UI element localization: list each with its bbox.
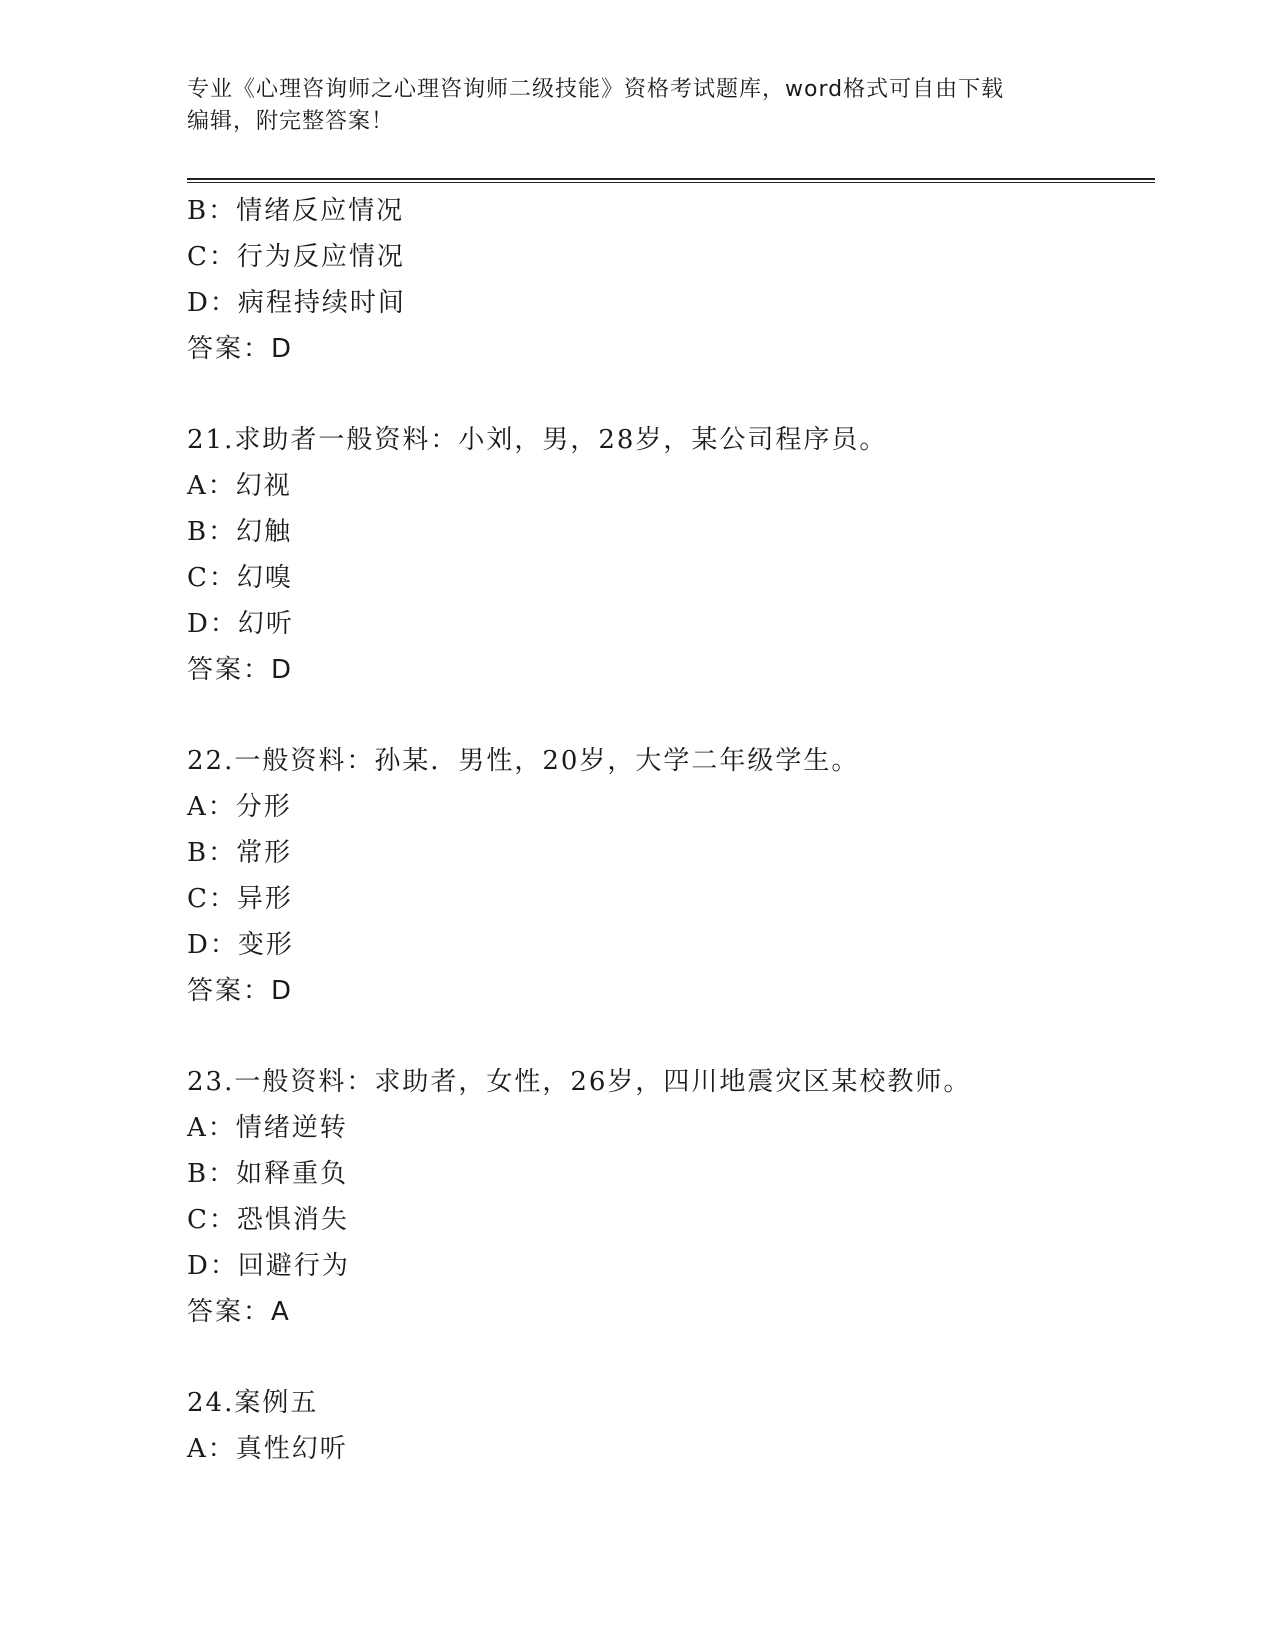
question-block <box>187 188 1155 372</box>
option-b: B：情绪反应情况 <box>187 196 405 226</box>
question-block <box>187 1059 1155 1335</box>
header-divider <box>187 178 1155 183</box>
option-d: D：病程持续时间 <box>187 288 406 318</box>
option-d: D：回避行为 <box>187 1251 350 1281</box>
option-c: C：恐惧消失 <box>187 1205 349 1235</box>
option-c: C：异形 <box>187 884 293 914</box>
option-b: B：如释重负 <box>187 1159 349 1189</box>
header-line-1: 专业《心理咨询师之心理咨询师二级技能》资格考试题库，word格式可自由下载 <box>187 77 1005 102</box>
option-b: B：常形 <box>187 838 293 868</box>
option-d: D：幻听 <box>187 609 294 639</box>
answer-line: 答案：D <box>187 334 294 364</box>
question-24-stem: 24.案例五 <box>187 1388 319 1418</box>
answer-line: 答案：D <box>187 655 294 685</box>
question-23-stem: 23.一般资料：求助者，女性，26岁，四川地震灾区某校教师。 <box>187 1067 972 1097</box>
option-c: C：幻嗅 <box>187 563 293 593</box>
question-block <box>187 417 1155 693</box>
option-a: A：真性幻听 <box>187 1434 348 1464</box>
option-c: C：行为反应情况 <box>187 242 405 272</box>
answer-line: 答案：A <box>187 1297 291 1327</box>
question-22-stem: 22.一般资料：孙某．男性，20岁，大学二年级学生。 <box>187 746 860 776</box>
answer-line: 答案：D <box>187 976 294 1006</box>
option-b: B：幻触 <box>187 517 293 547</box>
document-header <box>187 74 1087 138</box>
question-21-stem: 21.求助者一般资料：小刘，男，28岁，某公司程序员。 <box>187 425 888 455</box>
question-block <box>187 738 1155 1014</box>
question-list <box>187 188 1155 1472</box>
option-a: A：幻视 <box>187 471 292 501</box>
option-d: D：变形 <box>187 930 294 960</box>
header-line-2: 编辑，附完整答案！ <box>187 109 395 134</box>
option-a: A：情绪逆转 <box>187 1113 348 1143</box>
question-block <box>187 1380 1155 1472</box>
option-a: A：分形 <box>187 792 292 822</box>
